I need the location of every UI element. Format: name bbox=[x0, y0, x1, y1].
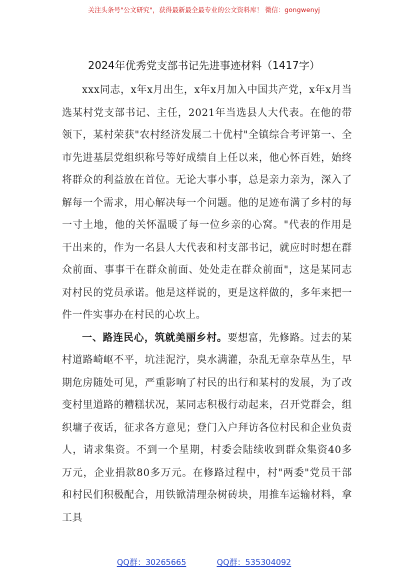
qq-group-link-1[interactable]: QQ群：30265665 bbox=[116, 558, 187, 567]
footer bbox=[0, 557, 408, 569]
paragraph-intro: xxx同志，x年x月出生，x年x月加入中国共产党，x年x月当选某村党支部书记、主任，2021年当选县人大代表。在他的带领下，某村荣获"农村经济发展二十优村"全镇综合考评第一、全市先进基层党组织称号等好成绩自上任以来，他心怀百姓，始终将群众的利益放在首位。无论大事小事，总是亲力亲为，深入了解每一个需求，用心解决每一个问题。他的足迹布满了乡村的每一寸土地，他的关怀温暖了每一位乡亲的心窝。"代表的作用是干出来的，作为一名县人大代表和村支部书记，就应时时想在群众前面、事事干在群众前面、处处走在群众前面"，这是某同志对村民的党员承诺。他是这样说的，更是这样做的，多年来把一件一件实事办在村民的心坎上。 bbox=[62, 85, 352, 321]
document-title: 2024年优秀党支部书记先进事迹材料（1417字） bbox=[88, 60, 320, 72]
qq-group-link-2[interactable]: QQ群：535304092 bbox=[216, 558, 292, 567]
document-body bbox=[62, 80, 352, 530]
section-1-text: 要想富，先修路。过去的某村道路崎岖不平，坑洼泥泞，臭水满灌，杂乱无章杂草丛生，早期危房随处可见，严重影响了村民的出行和某村的发展，为了改变村里道路的糟糕状况，某同志积极行动起来，召开党群会，组织墉子夜话，征求各方意见；登门入户拜访各位村民和企业负责人，请求集资。不到一个星期，村委会陆续收到群众集资40多万元，企业捐款80多万元。在修路过程中，村"两委"党员干部和村民们积极配合，用铁锨清理杂树砖块，用推车运输材料，拿工具 bbox=[62, 332, 352, 524]
section-heading: 一、路连民心，筑就美丽乡村。 bbox=[82, 332, 228, 344]
paragraph-section-1 bbox=[62, 328, 352, 531]
header-banner: 关注头条号"公文研究"，获得最新最全最专业的公文资料库！ 微信：gongwenyj bbox=[88, 6, 320, 14]
